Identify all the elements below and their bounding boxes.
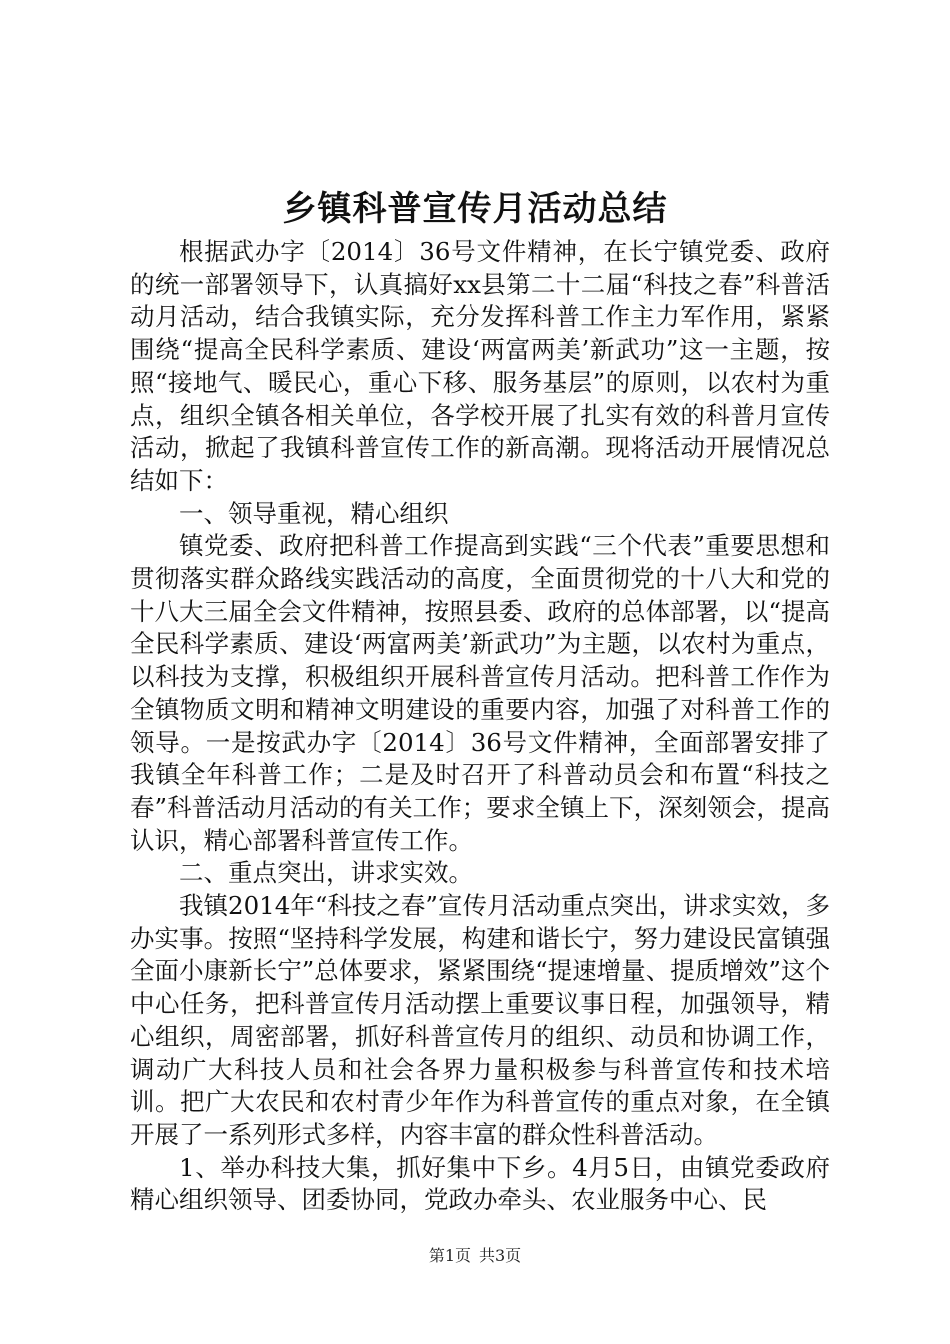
- paragraph-intro: 根据武办字〔2014〕36号文件精神，在长宁镇党委、政府的统一部署领导下，认真搞好xx县第二十二届“科技之春”科普活动月活动，结合我镇实际，充分发挥科普工作主力军作用，紧紧围绕“提高全民科学素质、建设‘两富两美’新武功”这一主题，按照“接地气、暖民心，重心下移、服务基层”的原则，以农村为重点，组织全镇各相关单位，各学校开展了扎实有效的科普月宣传活动，掀起了我镇科普宣传工作的新高潮。现将活动开展情况总结如下：: [130, 237, 830, 495]
- paragraph-section-1: 镇党委、政府把科普工作提高到实践“三个代表”重要思想和贯彻落实群众路线实践活动的高度，全面贯彻党的十八大和党的十八大三届全会文件精神，按照县委、政府的总体部署，以“提高全民科学素质、建设‘两富两美’新武功”为主题，以农村为重点，以科技为支撑，积极组织开展科普宣传月活动。把科普工作作为全镇物质文明和精神文明建设的重要内容，加强了对科普工作的领导。一是按武办字〔2014〕36号文件精神，全面部署安排了我镇全年科普工作；二是及时召开了科普动员会和布置“科技之春”科普活动月活动的有关工作；要求全镇上下，深刻领会，提高认识，精心部署科普宣传工作。: [130, 531, 830, 855]
- document-title: 乡镇科普宣传月活动总结: [282, 189, 668, 229]
- page-footer: [0, 1244, 950, 1268]
- paragraph-item-1: 1、举办科技大集，抓好集中下乡。4月5日，由镇党委政府精心组织领导、团委协同，党政办牵头、农业服务中心、民: [130, 1152, 830, 1215]
- page-number: 第1页: [428, 1246, 471, 1265]
- paragraph-section-2: 我镇2014年“科技之春”宣传月活动重点突出，讲求实效，多办实事。按照“坚持科学发展，构建和谐长宁，努力建设民富镇强全面小康新长宁”总体要求，紧紧围绕“提速增量、提质增效”这个中心任务，把科普宣传月活动摆上重要议事日程，加强领导，精心组织，周密部署，抓好科普宣传月的组织、动员和协调工作，调动广大科技人员和社会各界力量积极参与科普宣传和技术培训。把广大农民和农村青少年作为科普宣传的重点对象，在全镇开展了一系列形式多样，内容丰富的群众性科普活动。: [130, 891, 830, 1149]
- page-total: 共3页: [479, 1246, 522, 1265]
- section-heading-1: 一、领导重视，精心组织: [179, 498, 449, 528]
- section-heading-2: 二、重点突出，讲求实效。: [179, 858, 473, 888]
- document-body: [130, 236, 830, 1217]
